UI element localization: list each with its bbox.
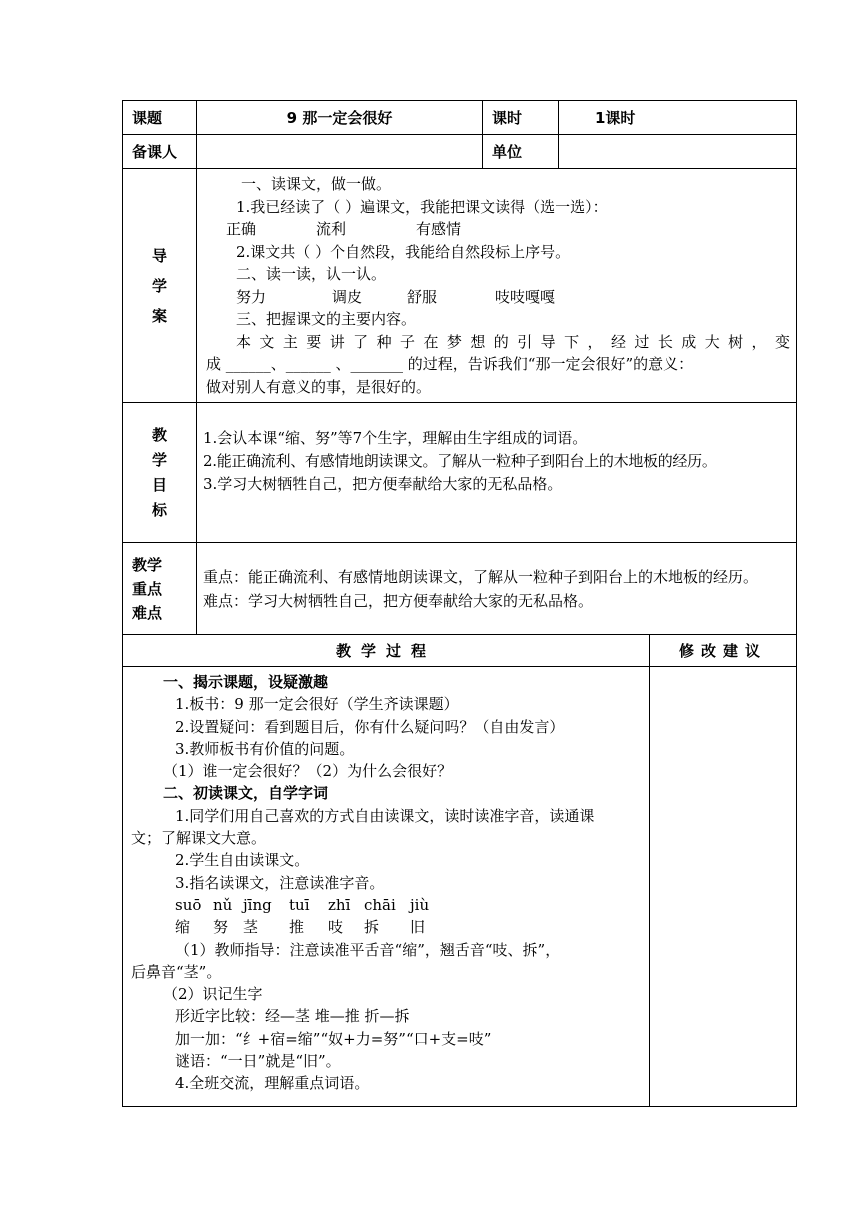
pinyin: suō [175, 895, 202, 914]
hanzi: 努 [213, 918, 229, 937]
process-header-row [123, 635, 797, 667]
preparer-row [123, 135, 797, 169]
process-line: 2.设置疑问：看到题目后，你有什么疑问吗？（自由发言） [175, 717, 565, 736]
process-line: 1.同学们用自己喜欢的方式自由读课文，读时读准字音，读通课 [175, 806, 595, 825]
process-line: 后鼻音“茎”。 [131, 962, 222, 981]
goal-item: 2.能正确流利、有感情地朗读课文。了解从一粒种子到阳台上的木地板的经历。 [203, 452, 717, 470]
pinyin: jīng [243, 895, 272, 914]
hanzi: 茎 [243, 918, 259, 937]
guide-line: 1.我已经读了（ ）遍课文，我能把课文读得（选一选）： [236, 197, 608, 216]
hanzi: 缩 [175, 918, 191, 937]
lesson-plan-table [122, 100, 797, 1107]
goals-row [123, 403, 797, 543]
hanzi: 拆 [364, 918, 380, 937]
guide-label: 导 学 案 [123, 169, 197, 403]
keys-content [197, 543, 797, 635]
keys-row [123, 543, 797, 635]
process-line: 1.板书：9 那一定会很好（学生齐读课题） [175, 695, 459, 714]
process-line: 3.指名读课文，注意读准字音。 [175, 873, 385, 892]
word-item: 吱吱嘎嘎 [495, 287, 556, 306]
process-row [123, 667, 797, 1107]
process-line: 形近字比较：经—茎 堆—推 折—拆 [175, 1007, 410, 1026]
key-difficulty: 难点：学习大树牺牲自己，把方便奉献给大家的无私品格。 [203, 591, 594, 610]
guide-row [123, 169, 797, 403]
option-list [206, 218, 790, 241]
topic-row [123, 101, 797, 135]
process-line: （1）教师指导：注意读准平舌音“缩”，翘舌音“吱、拆”， [175, 940, 561, 959]
process-line: 2.学生自由读课文。 [175, 851, 310, 870]
period-label: 课时 [483, 101, 559, 135]
option-item: 有感情 [416, 220, 462, 238]
pinyin: jiù [410, 895, 430, 914]
process-line: 加一加：“纟+宿=缩”“奴+力=努”“口+支=吱” [175, 1029, 492, 1048]
preparer-label: 备课人 [123, 135, 197, 169]
word-item: 调皮 [332, 287, 363, 306]
process-line: 3.教师板书有价值的问题。 [175, 739, 355, 758]
goals-label: 教 学 目 标 [123, 403, 197, 543]
preparer-value [197, 135, 483, 169]
process-line: （2）识记生字 [163, 985, 263, 1004]
word-item: 努力 [236, 287, 267, 306]
guide-line: 三、把握课文的主要内容。 [236, 310, 417, 328]
unit-value [559, 135, 797, 169]
section-heading: 二、初读课文，自学字词 [163, 784, 329, 803]
guide-content [197, 169, 797, 403]
pinyin-row [131, 894, 643, 916]
topic-label: 课题 [123, 101, 197, 135]
keys-label: 教学 重点 难点 [123, 543, 197, 635]
guide-line: 二、读一读，认一认。 [236, 265, 387, 283]
suggestion-cell[interactable] [650, 667, 797, 1107]
process-line: 4.全班交流，理解重点词语。 [175, 1074, 370, 1093]
option-item: 流利 [316, 220, 347, 238]
pinyin: nǔ [213, 895, 233, 914]
process-line: 谜语：“一日”就是“旧”。 [175, 1052, 341, 1071]
guide-line: 成 ______、______ 、_______ 的过程，告诉我们“那一定会很好”的意义： [206, 355, 694, 373]
pinyin: chāi [364, 895, 396, 914]
option-item: 正确 [226, 220, 257, 238]
hanzi: 吱 [328, 918, 344, 937]
pinyin: tuī [289, 895, 310, 914]
guide-line: 2.课文共（ ）个自然段，我能给自然段标上序号。 [236, 242, 571, 261]
hanzi-row [131, 916, 643, 938]
guide-line: 做对别人有意义的事，是很好的。 [206, 377, 432, 396]
period-value: 1课时 [559, 101, 797, 135]
word-list [206, 286, 790, 309]
section-heading: 一、揭示课题，设疑激趣 [163, 673, 329, 691]
hanzi: 旧 [410, 918, 426, 937]
unit-label: 单位 [483, 135, 559, 169]
topic-value: 9 那一定会很好 [197, 101, 483, 135]
goal-item: 1.会认本课“缩、努”等7个生字，理解由生字组成的词语。 [203, 429, 588, 447]
guide-line: 一、读课文，做一做。 [241, 175, 392, 193]
hanzi: 推 [289, 918, 305, 937]
process-line: 文；了解课文大意。 [131, 829, 267, 848]
process-content [123, 667, 650, 1107]
suggestion-header: 修改建议 [650, 635, 797, 667]
goals-content [197, 403, 797, 543]
goal-item: 3.学习大树牺牲自己，把方便奉献给大家的无私品格。 [203, 475, 563, 493]
key-focus: 重点：能正确流利、有感情地朗读课文，了解从一粒种子到阳台上的木地板的经历。 [203, 567, 759, 586]
pinyin: zhī [328, 895, 351, 914]
word-item: 舒服 [407, 287, 438, 306]
process-line: （1）谁一定会很好？（2）为什么会很好？ [163, 762, 453, 781]
process-header: 教学过程 [123, 635, 650, 667]
guide-line: 本 文 主 要 讲 了 种 子 在 梦 想 的 引 导 下 ， 经 过 长 成 大 树 ， 变 [236, 332, 790, 351]
